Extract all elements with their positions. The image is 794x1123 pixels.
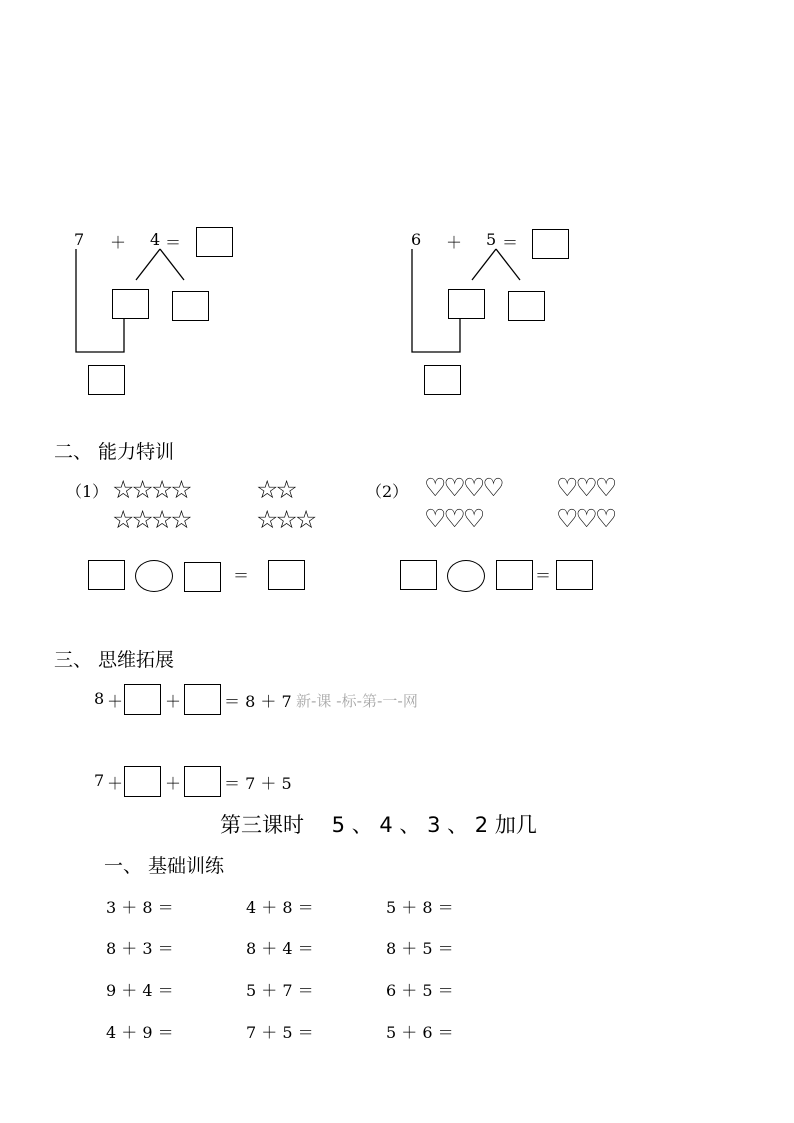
blank-box-2[interactable] bbox=[184, 684, 221, 715]
exercise-item: 5 ＋ 7 ＝ bbox=[246, 981, 314, 1000]
heart-group-2: ♡♡♡ bbox=[556, 473, 615, 502]
expand-1-plus1: ＋ bbox=[107, 692, 124, 711]
operand-box-1[interactable] bbox=[88, 560, 125, 590]
operand-box-4[interactable] bbox=[496, 560, 533, 590]
exercise-item: 5 ＋ 6 ＝ bbox=[386, 1023, 454, 1042]
section2-title: 二、 能力特训 bbox=[54, 441, 175, 463]
exercise-item: 8 ＋ 5 ＝ bbox=[386, 939, 454, 958]
heart-group-3: ♡♡♡ bbox=[424, 504, 483, 533]
plus-sign: ＋ bbox=[446, 233, 463, 252]
operand-box-3[interactable] bbox=[400, 560, 437, 590]
addend-b: 4 bbox=[150, 230, 161, 249]
star-group-1: ☆☆☆☆ bbox=[112, 475, 190, 504]
expand-2-plus2: ＋ bbox=[165, 774, 182, 793]
problem-1-label: （1） bbox=[66, 482, 109, 501]
addend-a: 6 bbox=[411, 230, 422, 249]
expand-1-rhs: ＝ 8 ＋ 7 bbox=[224, 692, 292, 711]
exercise-item: 8 ＋ 3 ＝ bbox=[106, 939, 174, 958]
problem-2-label: （2） bbox=[366, 482, 409, 501]
plus-sign: ＋ bbox=[110, 233, 127, 252]
lesson-title: 第三课时 5 、 4 、 3 、 2 加几 bbox=[220, 813, 537, 837]
star-group-2: ☆☆ bbox=[256, 475, 295, 504]
operand-box-2[interactable] bbox=[184, 562, 221, 592]
blank-box-1[interactable] bbox=[124, 684, 161, 715]
section3-title: 三、 思维拓展 bbox=[54, 649, 175, 671]
basic-training-title: 一、 基础训练 bbox=[104, 855, 225, 877]
exercise-item: 9 ＋ 4 ＝ bbox=[106, 981, 174, 1000]
decomp-connector-lines bbox=[0, 0, 794, 420]
expand-2-rhs: ＝ 7 ＋ 5 bbox=[224, 774, 292, 793]
equals-sign: ＝ bbox=[233, 566, 250, 585]
expand-2-plus1: ＋ bbox=[107, 774, 124, 793]
equals-sign: ＝ bbox=[502, 233, 519, 252]
blank-box-3[interactable] bbox=[124, 766, 161, 797]
expand-2-a: 7 bbox=[94, 771, 105, 790]
heart-group-4: ♡♡♡ bbox=[556, 504, 615, 533]
addend-b: 5 bbox=[486, 230, 497, 249]
result-box-1[interactable] bbox=[268, 560, 305, 590]
exercise-item: 6 ＋ 5 ＝ bbox=[386, 981, 454, 1000]
heart-group-1: ♡♡♡♡ bbox=[424, 473, 502, 502]
equals-sign: ＝ bbox=[535, 566, 552, 585]
star-group-3: ☆☆☆☆ bbox=[112, 505, 190, 534]
equals-sign: ＝ bbox=[165, 233, 182, 252]
expand-1-a: 8 bbox=[94, 689, 105, 708]
exercise-item: 5 ＋ 8 ＝ bbox=[386, 898, 454, 917]
exercise-item: 7 ＋ 5 ＝ bbox=[246, 1023, 314, 1042]
exercise-item: 4 ＋ 8 ＝ bbox=[246, 898, 314, 917]
expand-1-plus2: ＋ bbox=[165, 692, 182, 711]
result-box-2[interactable] bbox=[556, 560, 593, 590]
exercise-item: 3 ＋ 8 ＝ bbox=[106, 898, 174, 917]
operator-circle-1[interactable] bbox=[135, 560, 173, 592]
exercise-item: 8 ＋ 4 ＝ bbox=[246, 939, 314, 958]
operator-circle-2[interactable] bbox=[447, 560, 485, 592]
blank-box-4[interactable] bbox=[184, 766, 221, 797]
exercise-item: 4 ＋ 9 ＝ bbox=[106, 1023, 174, 1042]
watermark-text: 新-课 -标-第-一-网 bbox=[296, 692, 418, 710]
addend-a: 7 bbox=[74, 230, 85, 249]
star-group-4: ☆☆☆ bbox=[256, 505, 315, 534]
